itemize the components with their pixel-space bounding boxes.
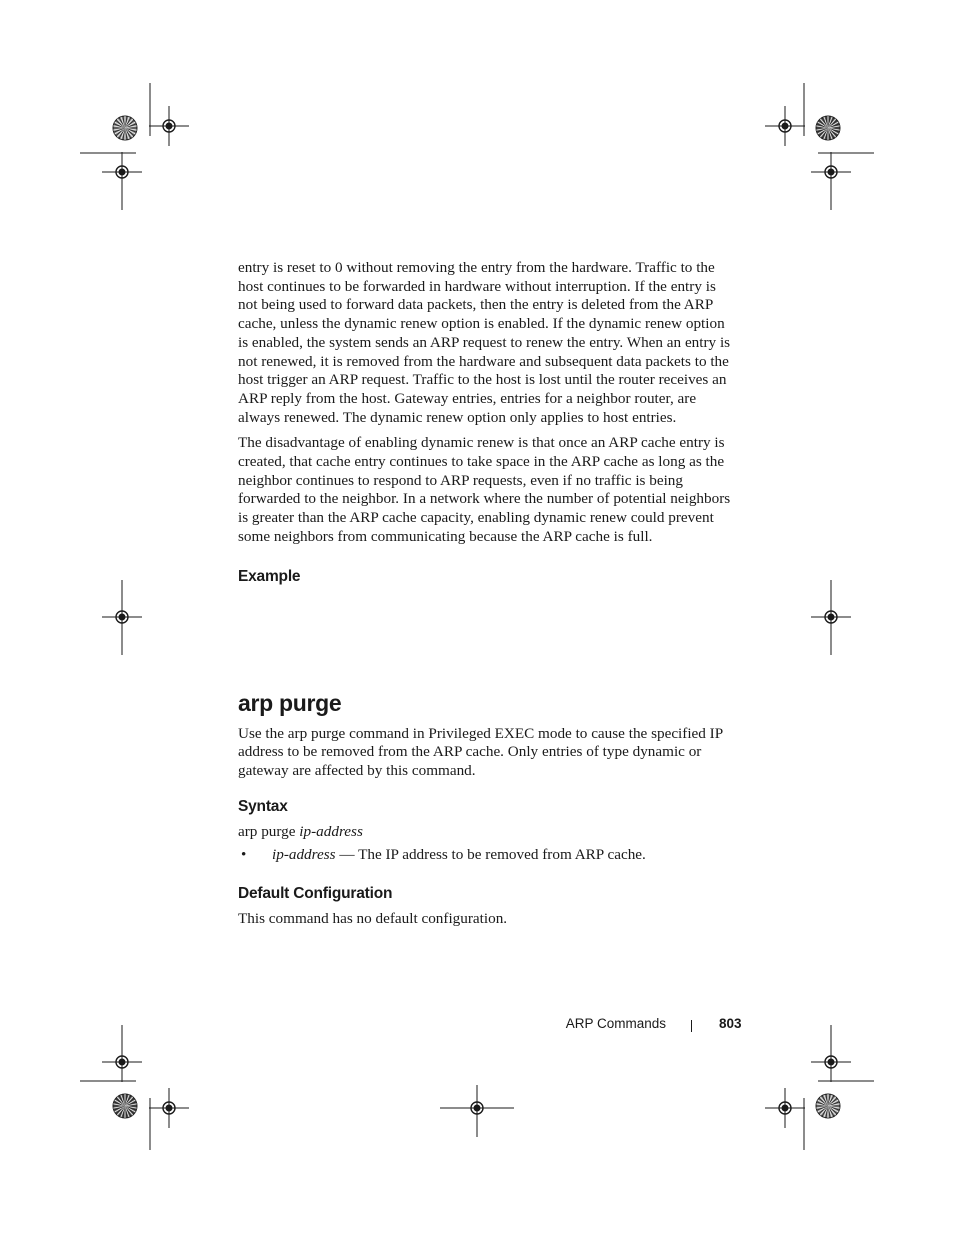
- page-footer: [0, 1016, 954, 1036]
- body-paragraph-2: The disadvantage of enabling dynamic renew is that once an ARP cache entry is created, that cache entry continues to take space in the ARP cache as long as the neighbor continues to respond to ARP requests, even if no traffic is being forwarded to the neighbor. In a network where the number of potential neighbors is greater than the ARP cache capacity, enabling dynamic renew could prevent some neighbors from communicating because the ARP cache is full.: [238, 434, 731, 545]
- registration-cross-icon: [149, 1088, 189, 1128]
- footer-section-title: ARP Commands: [565, 1016, 666, 1031]
- starburst-target-icon: [113, 116, 137, 140]
- command-description: [238, 725, 738, 781]
- example-heading: Example: [238, 567, 301, 585]
- command-description-prefix: Use the: [238, 724, 288, 742]
- registration-cross-icon: [765, 1088, 805, 1128]
- default-configuration-heading: Default Configuration: [238, 885, 393, 903]
- starburst-target-icon: [816, 1094, 840, 1118]
- starburst-target-icon: [113, 1094, 137, 1118]
- syntax-line: [238, 823, 738, 842]
- starburst-target-icon: [816, 116, 840, 140]
- footer-separator: [691, 1020, 692, 1032]
- page-content: [238, 259, 738, 929]
- registration-cross-icon: [765, 106, 805, 146]
- command-description-suffix: command in Privileged EXEC mode to cause the specified IP address to be removed from the ARP cache. Only entries of type dynamic or gateway are affected by this command.: [238, 724, 723, 779]
- command-title: arp purge: [238, 689, 342, 716]
- parameter-name: ip-address: [272, 846, 336, 864]
- parameter-list-item: [238, 846, 738, 865]
- parameter-description: — The IP address to be removed from ARP cache.: [335, 846, 646, 864]
- syntax-heading: Syntax: [238, 797, 288, 815]
- syntax-argument: ip-address: [299, 822, 363, 840]
- syntax-command: arp purge: [238, 822, 300, 840]
- page-number: 803: [719, 1016, 742, 1031]
- registration-cross-icon: [149, 106, 189, 146]
- default-configuration-text: This command has no default configuration.: [238, 910, 508, 928]
- bullet-icon: •: [241, 846, 247, 864]
- command-description-cmd: arp purge: [287, 724, 346, 742]
- body-paragraph-1: entry is reset to 0 without removing the entry from the hardware. Traffic to the host continues to be forwarded in hardware without interruption. If the entry is not being used to forward data packets, then the entry is deleted from the ARP cache, unless the dynamic renew option is enabled. If the dynamic renew option is enabled, the system sends an ARP request to renew the entry. When an entry is not renewed, it is removed from the hardware and subsequent data packets to the host trigger an ARP request. Traffic to the host is lost until the router receives an ARP reply from the host. Gateway entries, entries for a neighbor router, are always renewed. The dynamic renew option only applies to host entries.: [238, 259, 731, 426]
